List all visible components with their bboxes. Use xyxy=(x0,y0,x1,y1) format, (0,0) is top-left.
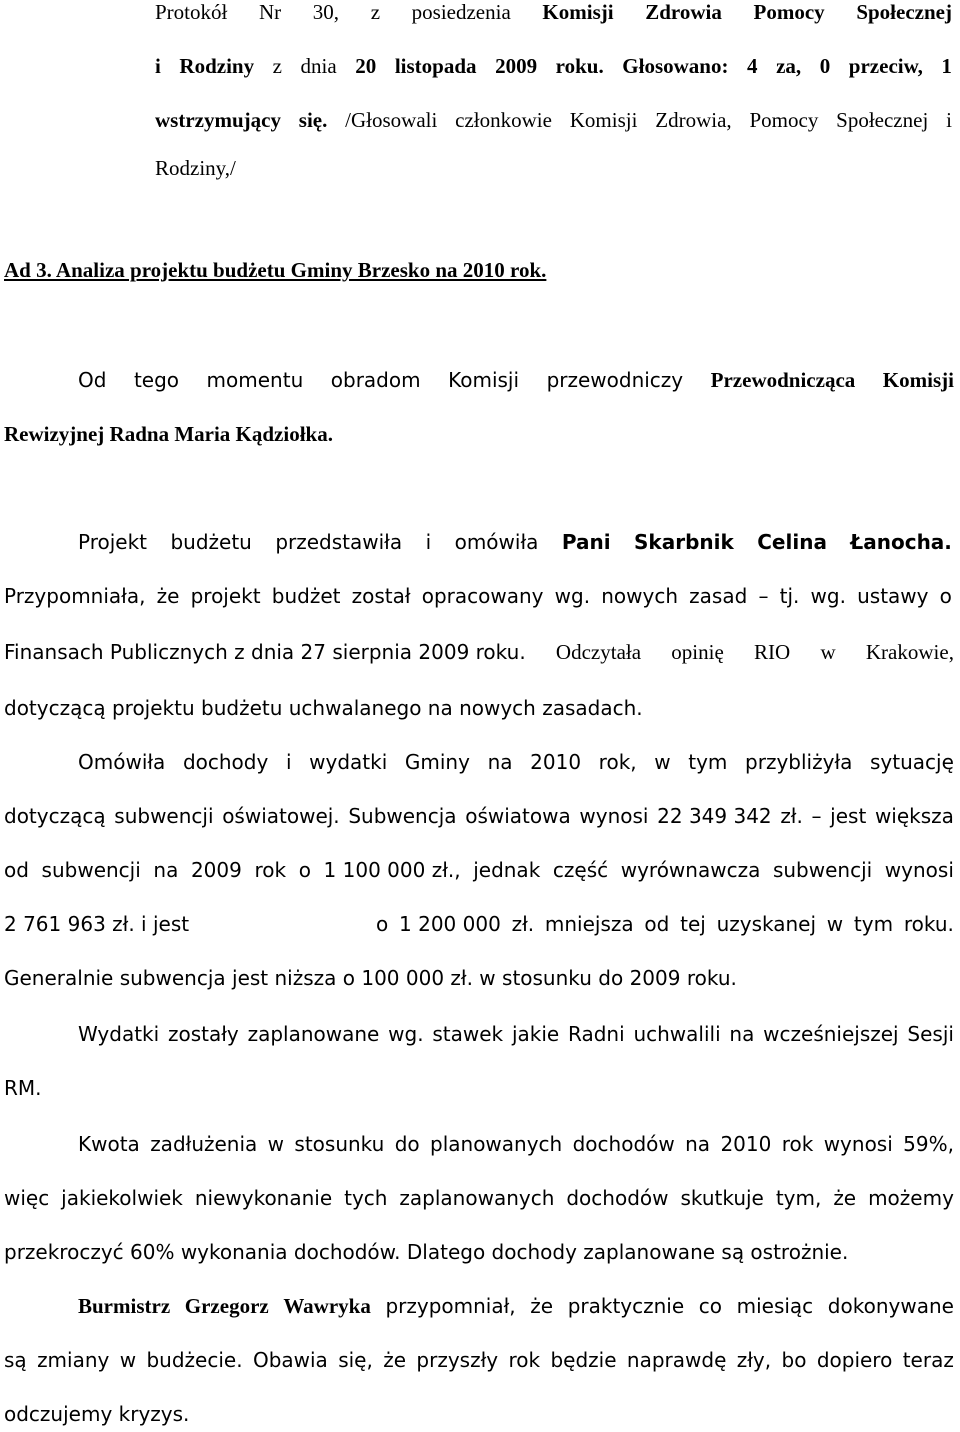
word: oświatowa xyxy=(465,804,571,828)
p3-line-2 xyxy=(4,584,952,608)
word: roku. xyxy=(903,912,954,936)
word: co xyxy=(698,1294,722,1318)
word: rok, xyxy=(598,750,637,774)
word: 1 100 000 zł., xyxy=(323,858,461,882)
word: praktycznie xyxy=(567,1294,685,1318)
word: subwencji xyxy=(772,858,873,882)
word: członkowie xyxy=(455,108,552,132)
word: – xyxy=(811,804,822,828)
word: 1 200 000 xyxy=(399,912,501,936)
word: 59%, xyxy=(903,1132,954,1156)
word: Wydatki xyxy=(78,1022,160,1046)
word: naprawdę xyxy=(626,1348,727,1372)
word: /Głosowali xyxy=(345,108,438,132)
word: opinię xyxy=(671,640,724,664)
p7-line-3: odczujemy kryzys. xyxy=(4,1402,190,1426)
p3-line-3 xyxy=(4,640,954,664)
word: rok xyxy=(508,1348,541,1372)
word: wstrzymujący xyxy=(155,108,281,132)
word: możemy xyxy=(868,1186,954,1210)
word: – xyxy=(758,584,769,608)
p4-line-3 xyxy=(4,858,954,882)
word: będzie xyxy=(550,1348,617,1372)
word: nowych xyxy=(601,584,679,608)
word: uzyskanej xyxy=(716,912,817,936)
word: Kwota xyxy=(78,1132,140,1156)
word: za, xyxy=(776,54,802,78)
word: Głosowano: xyxy=(622,54,729,78)
word: budżecie. xyxy=(146,1348,243,1372)
p4-line-4b xyxy=(376,912,954,936)
p5-line-2: RM. xyxy=(4,1076,42,1100)
word: 22 349 342 xyxy=(657,804,772,828)
word: wynosi xyxy=(884,858,954,882)
word: Omówiła xyxy=(78,750,166,774)
p6-line-3: przekroczyć 60% wykonania dochodów. Dlatego dochody zaplanowane są ostrożnie. xyxy=(4,1240,849,1264)
word: część xyxy=(552,858,609,882)
word: tj. xyxy=(779,584,800,608)
word: o xyxy=(939,584,952,608)
p4-line-4a xyxy=(4,912,189,936)
word: Grzegorz xyxy=(184,1294,269,1318)
word: dopiero xyxy=(816,1348,893,1372)
word: stosunku xyxy=(294,1132,385,1156)
word: że xyxy=(833,1186,857,1210)
word: Pani xyxy=(561,530,611,554)
word: zaplanowane xyxy=(247,1022,380,1046)
word: 2010 xyxy=(530,750,582,774)
word: przewodniczy xyxy=(546,368,684,392)
word: jakiekolwiek xyxy=(61,1186,183,1210)
word: w xyxy=(826,912,844,936)
word: planowanych xyxy=(430,1132,563,1156)
word: rok xyxy=(254,858,287,882)
word: się. xyxy=(298,108,328,132)
word: skutkuje xyxy=(680,1186,764,1210)
word: ustawy xyxy=(857,584,929,608)
word: 2010 xyxy=(720,1132,772,1156)
word: są xyxy=(4,1348,27,1372)
word: na xyxy=(729,1022,755,1046)
word: niewykonanie xyxy=(194,1186,333,1210)
section-heading: Ad 3. Analiza projektu budżetu Gminy Brzesko na 2010 rok. xyxy=(4,258,547,282)
p6-line-2 xyxy=(4,1186,954,1210)
word: Gminy xyxy=(404,750,470,774)
word: Skarbnik xyxy=(634,530,734,554)
word: na xyxy=(153,858,179,882)
word: rok xyxy=(781,1132,814,1156)
p7-line-1 xyxy=(78,1294,954,1318)
word: 2009 xyxy=(495,54,538,78)
word: omówiła xyxy=(454,530,539,554)
word: z xyxy=(272,54,282,78)
word: Rodziny xyxy=(179,54,255,78)
word: 20 xyxy=(355,54,377,78)
word: od xyxy=(4,858,29,882)
word: wcześniejszej xyxy=(763,1022,899,1046)
word: uchwalili xyxy=(633,1022,721,1046)
word: się, xyxy=(338,1348,373,1372)
word: Radni xyxy=(568,1022,625,1046)
word: roku. xyxy=(555,54,604,78)
word: subwencji xyxy=(114,804,214,828)
word: Przewodnicząca xyxy=(710,368,856,392)
word: na xyxy=(685,1132,711,1156)
word: i xyxy=(425,530,432,554)
word: i xyxy=(155,54,161,78)
word: Komisji xyxy=(882,368,954,392)
word: Sesji xyxy=(907,1022,954,1046)
word: wyrównawcza xyxy=(620,858,761,882)
p5-line-1 xyxy=(78,1022,954,1046)
word: Łanocha. xyxy=(850,530,952,554)
word: Pomocy xyxy=(753,0,825,24)
p4-line-1 xyxy=(78,750,954,774)
word: obradom xyxy=(330,368,421,392)
word: Celina xyxy=(757,530,827,554)
word: wynosi xyxy=(579,804,649,828)
word: wg. xyxy=(554,584,591,608)
word: dochody xyxy=(182,750,269,774)
word: tej xyxy=(680,912,706,936)
word: Komisji xyxy=(542,0,614,24)
word: wg. xyxy=(810,584,846,608)
word: o xyxy=(298,858,311,882)
word: że xyxy=(383,1348,407,1372)
word: przedstawiła xyxy=(275,530,403,554)
word: 2009 xyxy=(190,858,242,882)
p1-line-4: Rodziny,/ xyxy=(155,156,236,180)
word: przeciw, xyxy=(848,54,923,78)
p1-line-3 xyxy=(155,108,952,132)
word: 0 xyxy=(819,54,831,78)
word: w xyxy=(654,750,671,774)
word: Od xyxy=(78,368,107,392)
word: Burmistrz xyxy=(78,1294,171,1318)
word: Przypomniała, xyxy=(4,584,146,608)
word: przyszły xyxy=(416,1348,499,1372)
word: zostały xyxy=(168,1022,239,1046)
word: mniejsza xyxy=(544,912,634,936)
word: na xyxy=(487,750,513,774)
word: Projekt xyxy=(78,530,148,554)
p6-line-1 xyxy=(78,1132,954,1156)
p4-line-5: Generalnie subwencja jest niższa o 100 000 zł. w stosunku do 2009 roku. xyxy=(4,966,737,990)
word: zmiany xyxy=(37,1348,110,1372)
word: budżetu xyxy=(170,530,252,554)
word: z xyxy=(370,0,381,24)
word: więc xyxy=(4,1186,50,1210)
word: Protokół xyxy=(155,0,228,24)
word: Komisji xyxy=(569,108,638,132)
p3-line-1 xyxy=(78,530,952,554)
p1-line-2 xyxy=(155,54,952,78)
word: Zdrowia, xyxy=(655,108,732,132)
word: sytuację xyxy=(870,750,954,774)
word: dochodów xyxy=(572,1132,675,1156)
word: bo xyxy=(781,1348,807,1372)
word: wynosi xyxy=(823,1132,893,1156)
word: Obawia xyxy=(252,1348,328,1372)
word: stawek xyxy=(432,1022,504,1046)
word: 1 xyxy=(941,54,952,78)
word: że xyxy=(156,584,180,608)
word: jakie xyxy=(511,1022,560,1046)
word: w xyxy=(267,1132,285,1156)
word: dotyczącą xyxy=(4,804,106,828)
word: zasad xyxy=(689,584,748,608)
word: wydatki xyxy=(309,750,388,774)
word: opracowany xyxy=(421,584,544,608)
word: zaplanowanych xyxy=(399,1186,555,1210)
word: w xyxy=(820,640,836,664)
word: i xyxy=(285,750,292,774)
word: zły, xyxy=(736,1348,772,1372)
word: że xyxy=(530,1294,554,1318)
word: tego xyxy=(133,368,180,392)
p7-line-2 xyxy=(4,1348,954,1372)
word: Odczytała xyxy=(555,640,642,664)
p4-line-2 xyxy=(4,804,954,828)
word: do xyxy=(394,1132,420,1156)
word: Krakowie, xyxy=(865,640,954,664)
text-segment: Finansach Publicznych z dnia 27 sierpnia 2009 roku. xyxy=(4,640,526,664)
word: Nr xyxy=(258,0,282,24)
word: Wawryka xyxy=(283,1294,371,1318)
word: tym xyxy=(853,912,894,936)
text-segment: 2 761 963 zł. i jest xyxy=(4,912,190,936)
word: oświatowej. xyxy=(222,804,340,828)
word: budżet xyxy=(271,584,341,608)
word: Subwencja xyxy=(348,804,457,828)
word: od xyxy=(644,912,670,936)
word: listopada xyxy=(394,54,477,78)
word: o xyxy=(376,912,389,936)
word: dnia xyxy=(300,54,337,78)
word: Zdrowia xyxy=(645,0,722,24)
word: tych xyxy=(344,1186,388,1210)
word: przybliżyła xyxy=(745,750,853,774)
word: Komisji xyxy=(448,368,520,392)
word: dokonywane xyxy=(827,1294,954,1318)
word: tym xyxy=(688,750,728,774)
word: został xyxy=(351,584,411,608)
word: przypomniał, xyxy=(385,1294,516,1318)
word: i xyxy=(946,108,952,132)
word: subwencji xyxy=(41,858,141,882)
word: projekt xyxy=(190,584,261,608)
p2-line-2: Rewizyjnej Radna Maria Kądziołka. xyxy=(4,422,333,446)
word: RIO xyxy=(754,640,791,664)
word: Społecznej xyxy=(856,0,952,24)
word: Społecznej xyxy=(836,108,929,132)
word: 30, xyxy=(312,0,340,24)
word: w xyxy=(119,1348,137,1372)
word: momentu xyxy=(206,368,304,392)
word: teraz xyxy=(902,1348,954,1372)
word: zadłużenia xyxy=(150,1132,258,1156)
p3-line-4: dotyczącą projektu budżetu uchwalanego na nowych zasadach. xyxy=(4,696,643,720)
word: 4 xyxy=(747,54,758,78)
word: wg. xyxy=(388,1022,424,1046)
word: tym, xyxy=(775,1186,822,1210)
word: zł. xyxy=(780,804,803,828)
word: zł. xyxy=(511,912,535,936)
p2-line-1 xyxy=(78,368,954,392)
word: posiedzenia xyxy=(411,0,511,24)
word: większa xyxy=(874,804,954,828)
word: dochodów xyxy=(566,1186,669,1210)
word: miesiąc xyxy=(736,1294,814,1318)
word: Pomocy xyxy=(749,108,819,132)
word: jest xyxy=(830,804,867,828)
word: jednak xyxy=(473,858,541,882)
p1-line-1 xyxy=(155,0,952,24)
